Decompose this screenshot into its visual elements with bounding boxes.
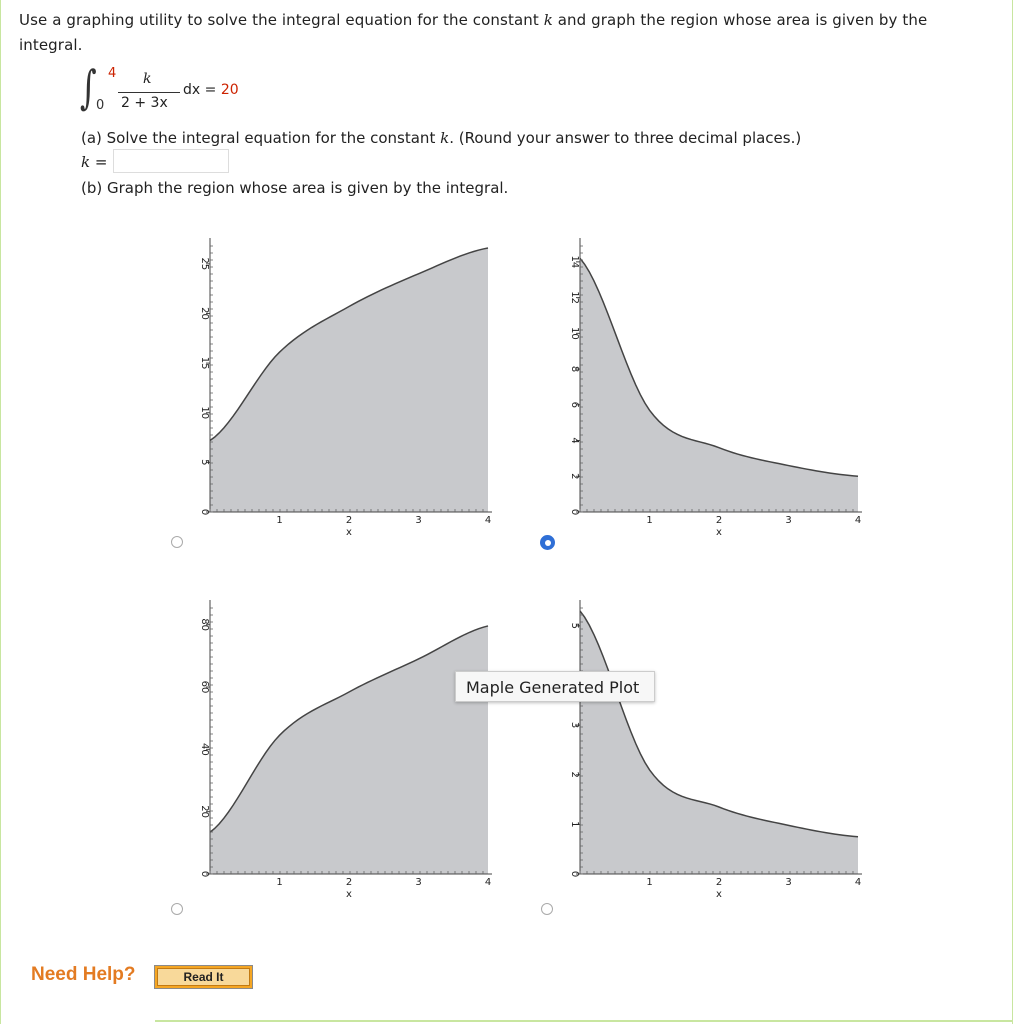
fraction-denominator: 2 + 3x [121,95,168,111]
plot-b-y-tick-label: 0 [569,508,580,516]
equation-rhs [183,82,239,98]
plot-c-y-tick-label: 0 [199,870,210,878]
plot-d-x-tick-label: 2 [715,877,723,888]
plot-a-y-tick-label: 0 [199,508,210,516]
plot-d-y-tick-label: 1 [569,821,580,828]
radio-option-d[interactable] [541,903,553,915]
plot-b-y-tick-label: 10 [569,326,580,340]
graph-option-c[interactable] [170,598,500,910]
plot-a-y-tick-label: 20 [199,307,210,320]
plot-tooltip: Maple Generated Plot [455,671,655,702]
graph-option-a[interactable] [170,236,500,548]
plot-c-x-tick-label: 1 [276,877,283,888]
plot-d-y-tick-label: 3 [569,721,580,729]
graph-option-d[interactable] [540,598,870,910]
part-a-variable: k [440,129,450,147]
integral-upper-limit: 4 [108,66,117,81]
plot-a-y-tick-label: 5 [199,459,210,466]
plot-a-y-tick-label: 10 [199,406,210,420]
k-label-eq: = [90,153,108,171]
read-it-button[interactable] [154,965,253,989]
plot-c-region [210,626,488,874]
plot-c-svg [170,598,500,910]
plot-a-x-axis-label: x [346,527,352,538]
plot-c-x-axis-label: x [346,889,352,900]
plot-b-x-tick-label: 1 [646,515,653,526]
part-a-prompt [81,129,801,147]
radio-option-b[interactable] [540,535,555,550]
plot-b-y-tick-label: 4 [569,437,580,444]
plot-b-y-tick-label: 2 [569,473,580,480]
graph-option-b[interactable] [540,236,870,548]
part-b-prompt: (b) Graph the region whose area is given by the integral. [81,179,509,197]
prompt-text-1: Use a graphing utility to solve the integral equation for the constant [19,11,544,29]
plot-b-svg [540,236,870,548]
plot-b-y-tick-label: 12 [569,291,580,304]
plot-b-y-tick-label: 8 [569,365,580,373]
integral-symbol: ∫ [80,60,97,114]
need-help-label: Need Help? [31,964,136,985]
plot-a-x-tick-label: 3 [415,515,422,526]
question-prompt [19,8,994,58]
differential: dx = [183,82,217,98]
plot-d-x-tick-label: 3 [785,877,792,888]
plot-d-region [580,611,858,874]
plot-d-svg [540,598,870,910]
k-answer-label [81,153,107,171]
plot-d-y-tick-label: 2 [569,771,580,778]
frame-left-border [0,0,1,1024]
read-it-label: Read It [157,968,250,986]
fraction-numerator: k [143,71,152,87]
fraction-bar [118,92,180,93]
radio-option-c[interactable] [171,903,183,915]
plot-a-y-tick-label: 25 [199,257,210,271]
plot-b-x-tick-label: 2 [715,515,723,526]
plot-a-x-tick-label: 4 [484,515,492,526]
plot-d-x-tick-label: 1 [646,877,653,888]
integral-lower-limit: 0 [96,98,105,113]
plot-b-y-tick-label: 6 [569,401,580,408]
frame-right-border [1012,0,1013,1024]
plot-c-y-tick-label: 60 [199,680,210,694]
part-a-text-2: . (Round your answer to three decimal places.) [449,129,802,147]
plot-a-region [210,248,488,512]
equation-value: 20 [220,82,239,98]
plot-c-x-tick-label: 3 [415,877,422,888]
plot-c-x-tick-label: 4 [484,877,492,888]
plot-b-region [580,258,858,512]
part-a-text-1: (a) Solve the integral equation for the constant [81,129,441,147]
plot-a-y-tick-label: 15 [199,356,210,370]
plot-d-x-axis-label: x [716,889,722,900]
plot-d-y-tick-label: 5 [569,622,580,630]
plot-b-x-tick-label: 3 [785,515,792,526]
k-label-var: k [81,153,91,171]
plot-b-x-tick-label: 4 [854,515,862,526]
plot-d-y-tick-label: 0 [569,870,580,878]
plot-c-y-tick-label: 20 [199,805,210,819]
plot-a-x-tick-label: 2 [345,515,353,526]
plot-d-x-tick-label: 4 [854,877,862,888]
plot-b-x-axis-label: x [716,527,722,538]
plot-a-x-tick-label: 1 [276,515,283,526]
plot-c-y-tick-label: 80 [199,618,210,632]
radio-option-a[interactable] [171,536,183,548]
k-answer-input[interactable] [113,149,229,173]
prompt-text-2: and graph the region whose area is given by the integral. [19,11,928,54]
frame-bottom-border [155,1020,1013,1022]
plot-c-y-tick-label: 40 [199,742,210,756]
plot-a-svg [170,236,500,548]
plot-c-x-tick-label: 2 [345,877,353,888]
plot-b-y-tick-label: 14 [569,255,580,269]
prompt-variable: k [543,11,553,29]
